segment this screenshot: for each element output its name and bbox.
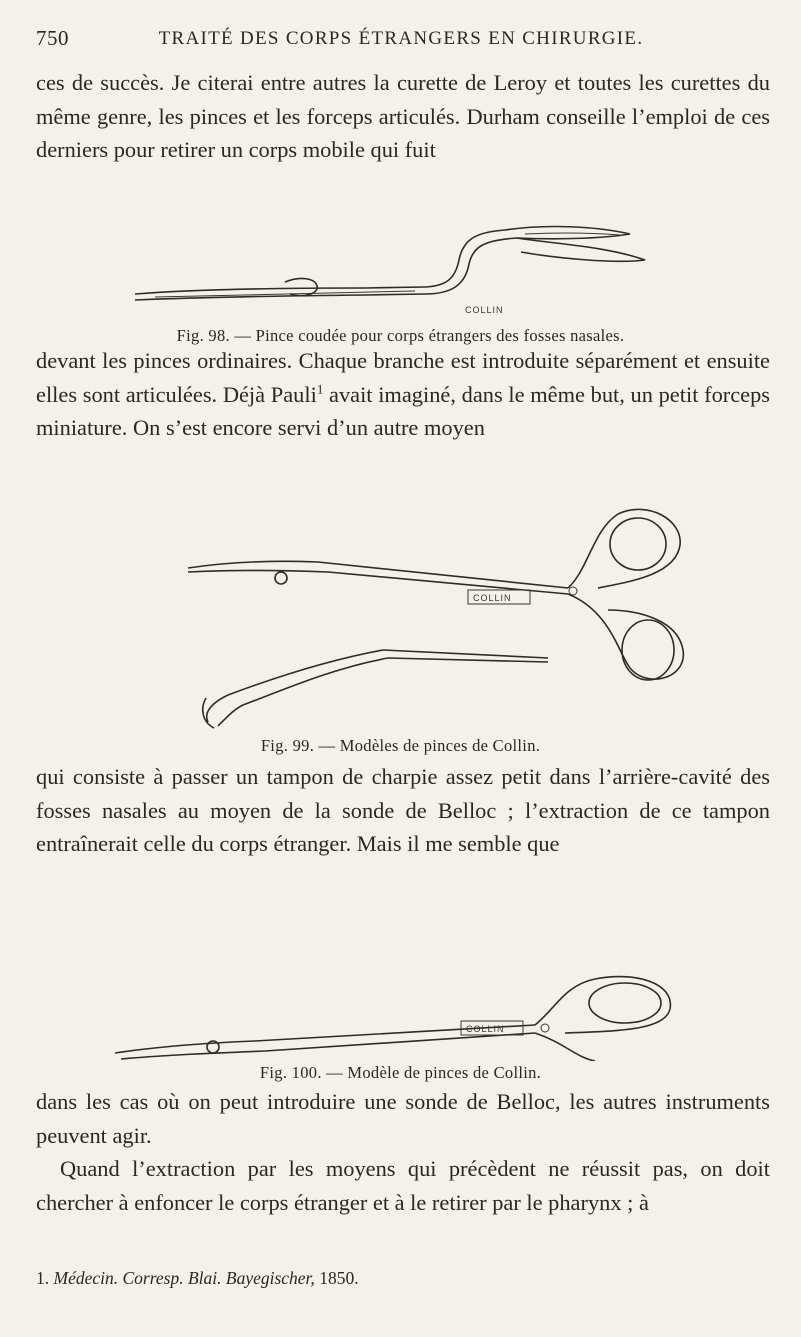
paragraph-5: Quand l’extraction par les moyens qui précèdent ne réussit pas, on doit chercher à enfoncer le corps étranger et à le retirer par le pharynx ; à (36, 1156, 770, 1215)
bent-forceps-illustration (125, 220, 665, 316)
paragraph-2-text-b: avait imaginé, dans le même but, un petit forceps miniature. On s’est encore servi d’un autre moyen (36, 381, 771, 440)
page-number: 750 (36, 26, 69, 50)
collin-forceps-illustration (188, 500, 688, 730)
paragraph-3: qui consiste à passer un tampon de charpie assez petit dans l’arrière-cavité des fosses nasales au moyen de la sonde de Belloc ; l’extraction de ce tampon entraînerait celle du corps étranger. Mais il me semble que (36, 764, 770, 856)
footnote (36, 1268, 766, 1289)
svg-text:COLLIN: COLLIN (473, 593, 512, 603)
figure-100-caption: Fig. 100. — Modèle de pinces de Collin. (259, 1063, 542, 1082)
svg-text:COLLIN: COLLIN (466, 1024, 505, 1034)
footnote-reference: 1 (316, 381, 324, 397)
footnote-source: Médecin. Corresp. Blai. Bayegischer, (53, 1268, 315, 1288)
figure-98-bent-forceps (125, 220, 665, 345)
figure-100-collin-forceps (95, 973, 715, 1093)
figure-98-caption: Fig. 98. — Pince coudée pour corps étrangers des fosses nasales. (176, 326, 625, 345)
running-title: TRAITÉ DES CORPS ÉTRANGERS EN CHIRURGIE. (158, 28, 644, 49)
running-head (36, 26, 766, 60)
collin-forceps-model-illustration (95, 973, 715, 1061)
svg-text:COLLIN: COLLIN (465, 305, 504, 315)
footnote-number: 1. (36, 1268, 50, 1288)
figure-99-caption: Fig. 99. — Modèles de pinces de Collin. (260, 736, 541, 755)
paragraph-2-text-a: devant les pinces ordinaires. Chaque branche est introduite séparément et ensuite elles sont articulées. Déjà Pauli (36, 348, 770, 407)
paragraph-1: ces de succès. Je citerai entre autres la curette de Leroy et toutes les curettes du même genre, les pinces et les forceps articulés. Durham conseille l’emploi de ces derniers pour retirer un corps mobile qui fuit (36, 70, 770, 162)
footnote-year: 1850. (319, 1268, 359, 1288)
paragraph-2 (36, 344, 770, 445)
figure-99-collin-forceps (188, 500, 688, 755)
paragraph-4: dans les cas où on peut introduire une sonde de Belloc, les autres instruments peuvent agir. (36, 1089, 770, 1148)
